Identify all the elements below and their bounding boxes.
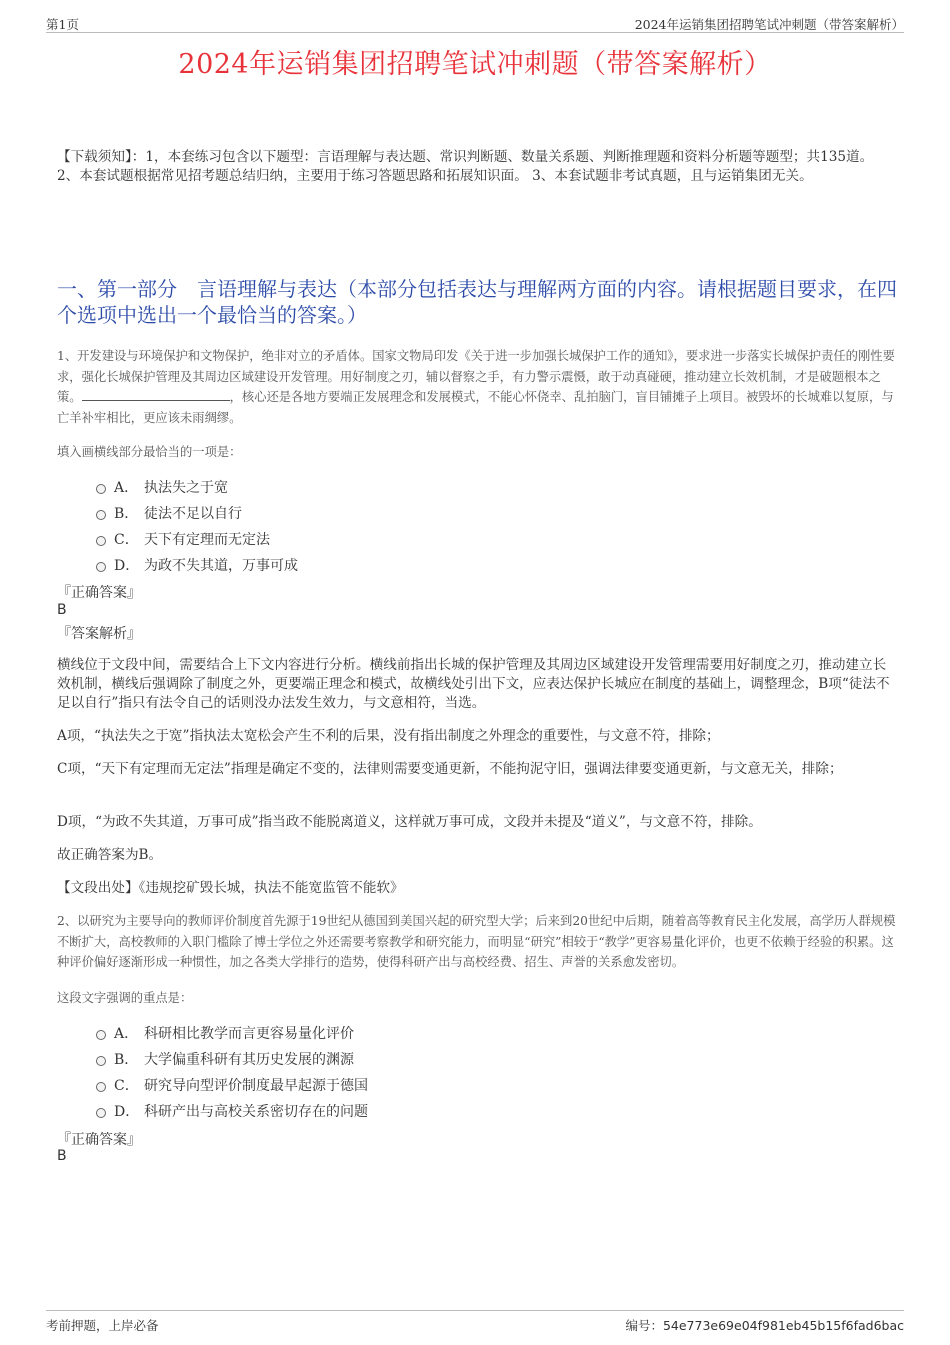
correct-answer-label: 『正确答案』 <box>57 585 141 601</box>
footer-code-label: 编号： <box>625 1318 663 1333</box>
option-letter: D． <box>114 1104 140 1120</box>
analysis-paragraph: 横线位于文段中间，需要结合上下文内容进行分析。横线前指出长城的保护管理及其周边区域建设开发管理需要用好制度之刃，推动建立长效机制，横线后强调除了制度之外，更要端正理念和模式，故横线处引出下文，应表达保护长城应在制度的基础上，调整理念，B项“徒法不足以自行”指只有法令自己的话则没办法发生效力，与文意相符，当选。 <box>57 657 890 711</box>
analysis-option-c: C项，“天下有定理而无定法”指理是确定不变的，法律则需要变通更新，不能拘泥守旧，强调法律要变通更新，与文意无关，排除； <box>57 761 843 777</box>
option-b[interactable] <box>96 1049 354 1069</box>
option-text: 大学偏重科研有其历史发展的渊源 <box>144 1052 354 1068</box>
header-doc-title: 2024年运销集团招聘笔试冲刺题（带答案解析） <box>634 17 904 32</box>
radio-icon[interactable] <box>96 484 106 494</box>
question-1-prompt: 填入画横线部分最恰当的一项是： <box>57 445 242 459</box>
option-letter: B． <box>114 1052 139 1068</box>
option-text: 研究导向型评价制度最早起源于德国 <box>144 1078 368 1094</box>
question-2-prompt: 这段文字强调的重点是： <box>57 991 193 1005</box>
analysis-option-a: A项，“执法失之于宽”指执法太宽松会产生不利的后果，没有指出制度之外理念的重要性，与文意不符，排除； <box>57 728 720 744</box>
page-footer <box>46 1310 904 1333</box>
question-1-passage <box>57 346 897 428</box>
correct-answer-label: 『正确答案』 <box>57 1132 141 1148</box>
option-d[interactable] <box>96 555 298 575</box>
option-text: 徒法不足以自行 <box>144 506 242 522</box>
analysis-option-d: D项，“为政不失其道，万事可成”指当政不能脱离道义，这样就万事可成，文段并未提及“道义”，与文意不符，排除。 <box>57 814 762 830</box>
radio-icon[interactable] <box>96 510 106 520</box>
section-heading: 一、第一部分 言语理解与表达（本部分包括表达与理解两方面的内容。请根据题目要求，在四个选项中选出一个最恰当的答案。） <box>57 277 897 327</box>
option-c[interactable] <box>96 529 270 549</box>
download-notice: 【下载须知】：1，本套练习包含以下题型：言语理解与表达题、常识判断题、数量关系题、判断推理题和资料分析题等题型；共135道。 2、本套试题根据常见招考题总结归纳，主要用于练习答题思路和拓展知识面。 3、本套试题非考试真题，且与运销集团无关。 <box>57 149 874 184</box>
option-a[interactable] <box>96 477 228 497</box>
source-citation: 【文段出处】《违规挖矿毁长城，执法不能宽监管不能软》 <box>57 880 404 896</box>
radio-icon[interactable] <box>96 1082 106 1092</box>
option-a[interactable] <box>96 1023 354 1043</box>
fill-blank <box>82 388 230 401</box>
correct-answer: B <box>57 602 67 618</box>
document-title: 2024年运销集团招聘笔试冲刺题（带答案解析） <box>178 49 772 80</box>
analysis-label: 『答案解析』 <box>57 626 141 642</box>
page-header <box>46 12 904 33</box>
radio-icon[interactable] <box>96 1056 106 1066</box>
option-letter: B． <box>114 506 139 522</box>
option-letter: A． <box>114 480 139 496</box>
question-1-passage-after: ，核心还是各地方要端正发展理念和发展模式，不能心怀侥幸、乱拍脑门，盲目铺摊子上项目。被毁坏的长城难以复原，与亡羊补牢相比，更应该未雨绸缪。 <box>57 390 894 425</box>
footer-slogan: 考前押题，上岸必备 <box>46 1318 159 1333</box>
option-letter: C． <box>114 1078 139 1094</box>
footer-code-value: 54e773e69e04f981eb45b15f6fad6bac <box>662 1318 904 1333</box>
analysis-conclusion: 故正确答案为B。 <box>57 847 163 863</box>
radio-icon[interactable] <box>96 562 106 572</box>
option-text: 为政不失其道，万事可成 <box>144 558 298 574</box>
option-letter: C． <box>114 532 139 548</box>
radio-icon[interactable] <box>96 536 106 546</box>
radio-icon[interactable] <box>96 1030 106 1040</box>
option-text: 科研产出与高校关系密切存在的问题 <box>144 1104 368 1120</box>
option-b[interactable] <box>96 503 242 523</box>
option-text: 科研相比教学而言更容易量化评价 <box>144 1026 354 1042</box>
option-text: 执法失之于宽 <box>144 480 228 496</box>
radio-icon[interactable] <box>96 1108 106 1118</box>
option-text: 天下有定理而无定法 <box>144 532 270 548</box>
option-c[interactable] <box>96 1075 368 1095</box>
question-1-passage-before: 1、开发建设与环境保护和文物保护，绝非对立的矛盾体。国家文物局印发《关于进一步加强长城保护工作的通知》，要求进一步落实长城保护责任的刚性要求，强化长城保护管理及其周边区域建设开发管理。用好制度之刃，辅以督察之手，有力警示震慑，敢于动真碰硬，推动建立长效机制，才是破题根本之策。 <box>57 349 895 404</box>
option-d[interactable] <box>96 1101 368 1121</box>
question-2-passage: 2、以研究为主要导向的教师评价制度首先源于19世纪从德国到美国兴起的研究型大学；后来到20世纪中后期，随着高等教育民主化发展，高学历人群规模不断扩大，高校教师的入职门槛除了博士学位之外还需要考察教学和研究能力，而明显“研究”相较于“教学”更容易量化评价，也更不依赖于经验的积累。这种评价偏好逐渐形成一种惯性，加之各类大学排行的造势，使得科研产出与高校经费、招生、声誉的关系愈发密切。 <box>57 914 896 969</box>
option-letter: A． <box>114 1026 139 1042</box>
option-letter: D． <box>114 558 140 574</box>
page-number: 第1页 <box>46 17 79 32</box>
correct-answer: B <box>57 1148 67 1164</box>
footer-code <box>625 1316 904 1334</box>
